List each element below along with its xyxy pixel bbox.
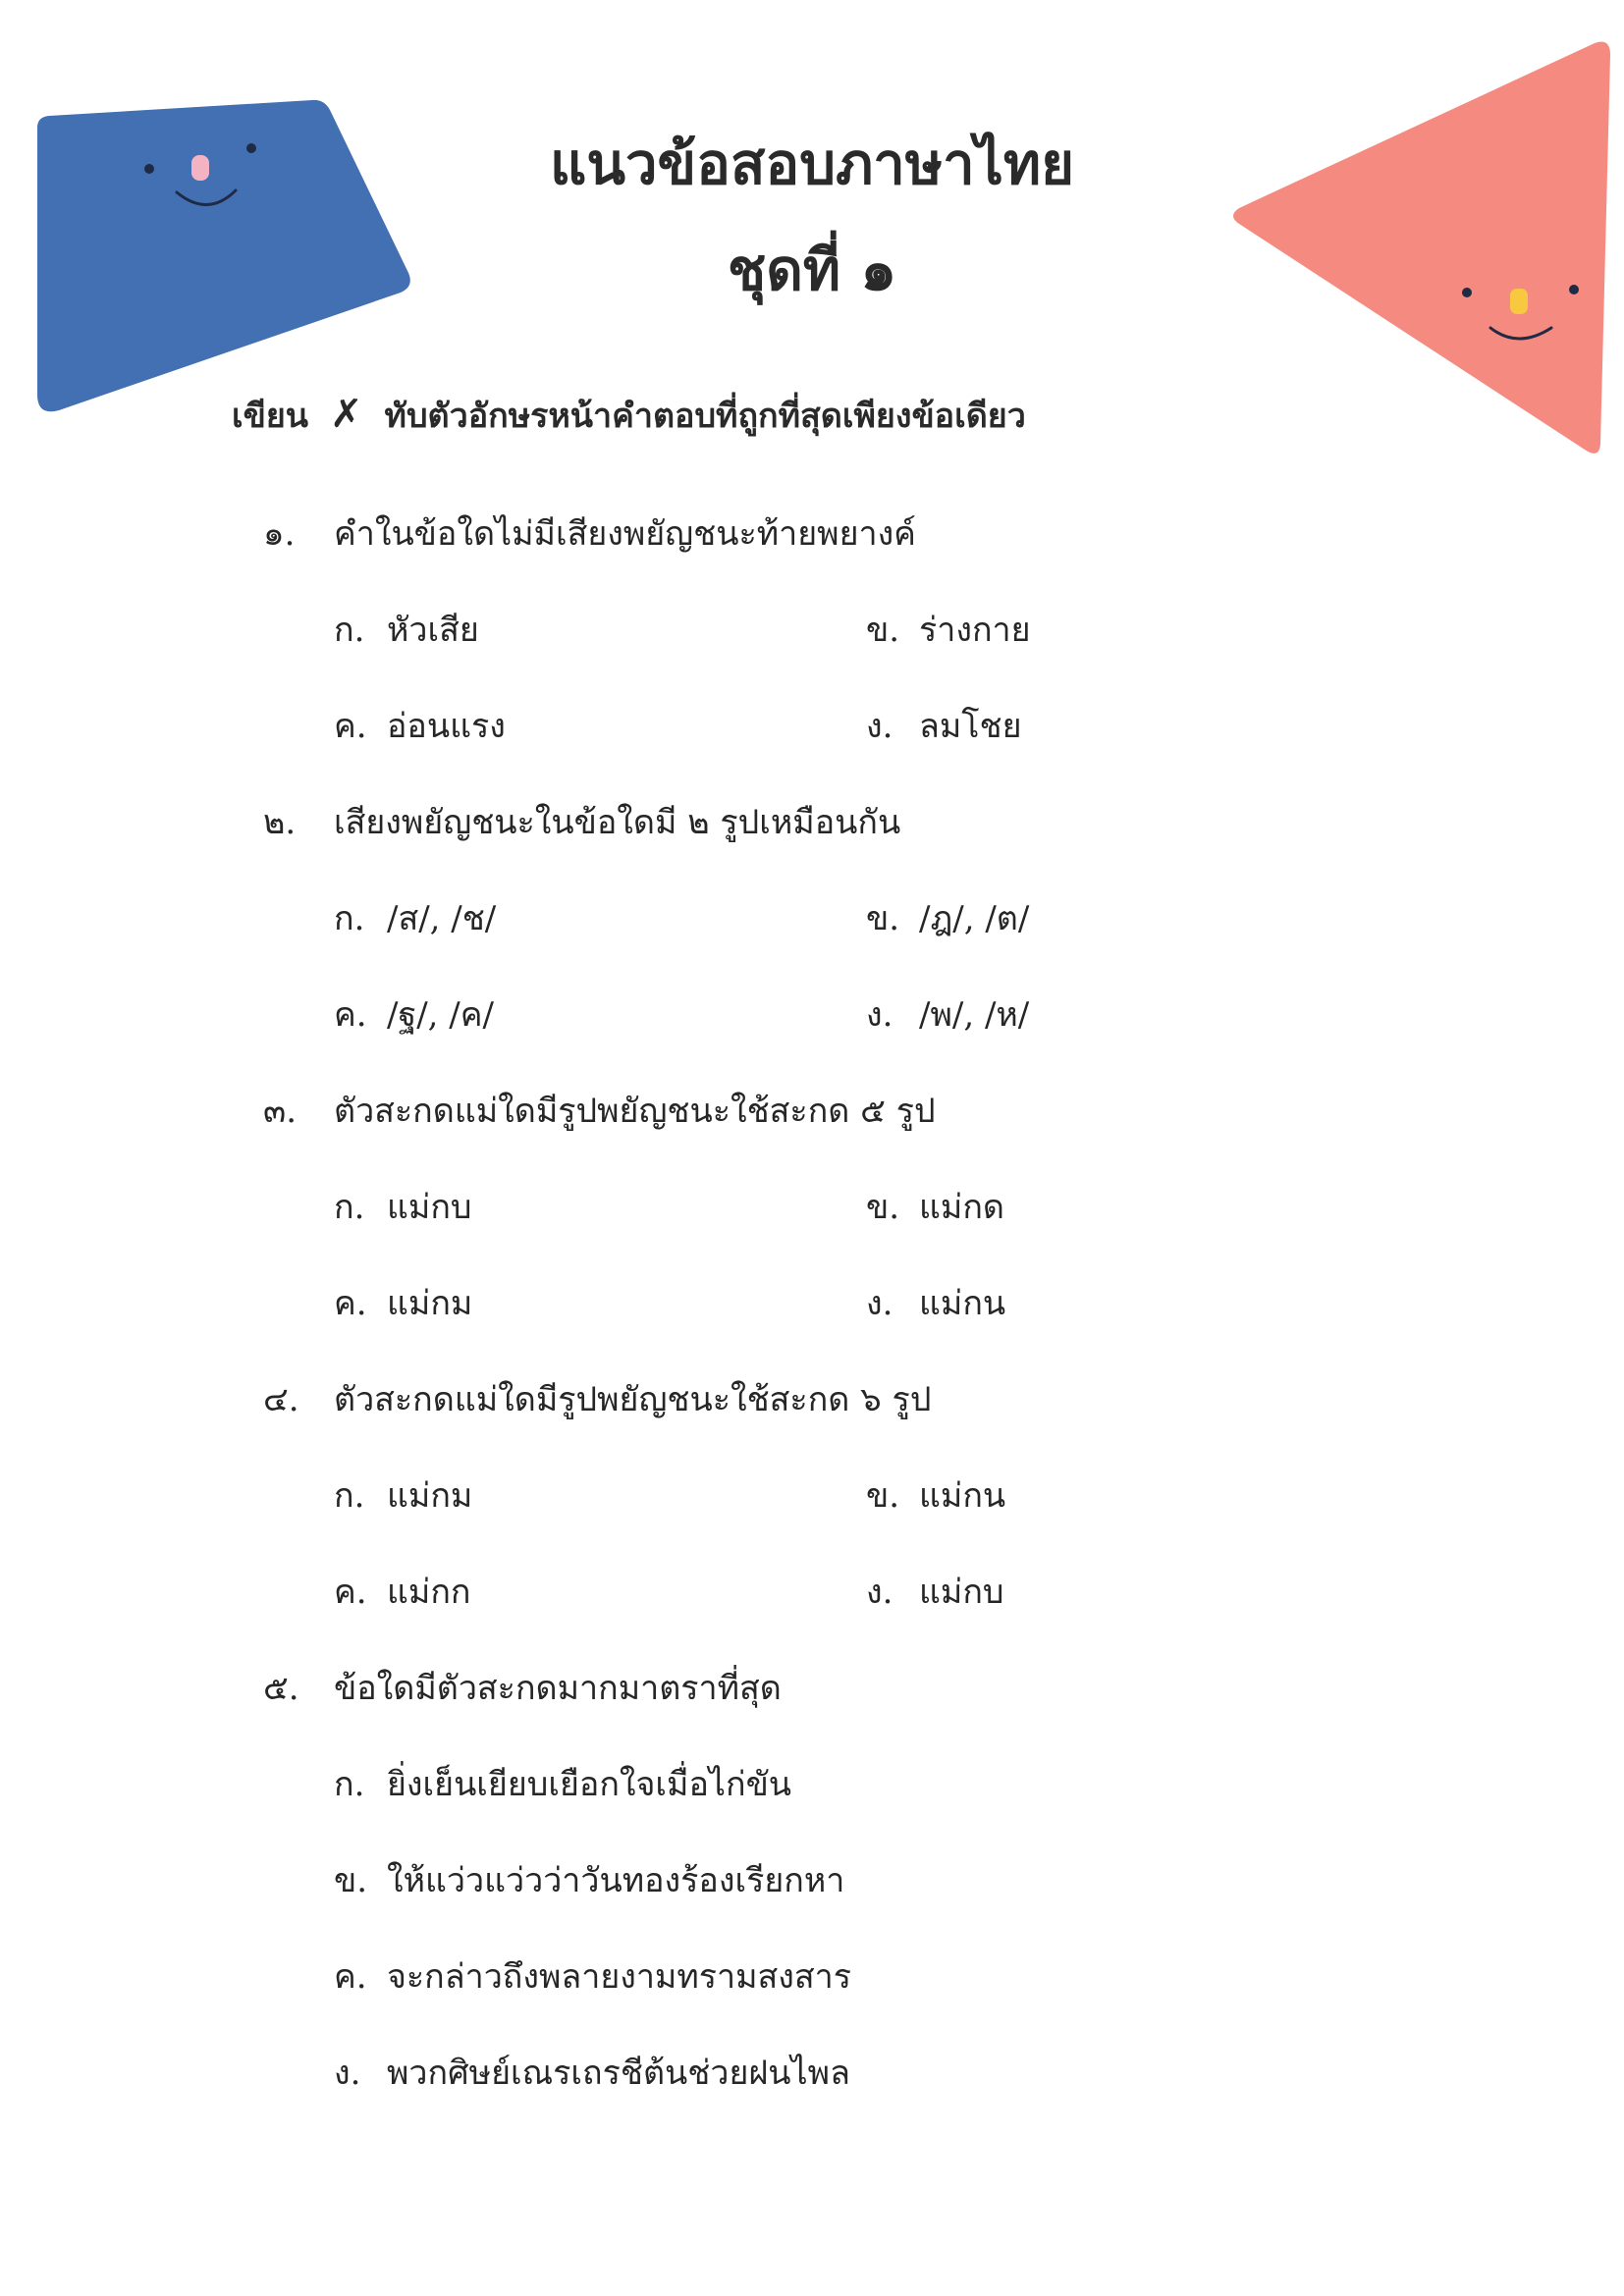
option-kho[interactable] bbox=[866, 899, 1029, 939]
option-text: แม่กม bbox=[387, 1284, 473, 1323]
option-label: ก. bbox=[334, 1765, 365, 1804]
option-label: ข. bbox=[866, 611, 900, 650]
option-text: /ฎ/, /ต/ bbox=[919, 899, 1030, 938]
option-text: จะกล่าวถึงพลายงามทรามสงสาร bbox=[387, 1957, 851, 1997]
instruction-prefix: เขียน bbox=[232, 397, 309, 436]
option-label: ก. bbox=[334, 899, 365, 938]
option-label: ข. bbox=[866, 1476, 900, 1516]
option-label: ค. bbox=[334, 707, 367, 746]
option-ngo[interactable] bbox=[866, 995, 1029, 1036]
option-ka[interactable] bbox=[334, 611, 479, 651]
option-kho[interactable] bbox=[866, 611, 1031, 651]
option-label: ข. bbox=[334, 1861, 368, 1900]
option-kho[interactable] bbox=[866, 1188, 1004, 1228]
option-kho-khwai[interactable] bbox=[334, 1573, 471, 1613]
question-text: เสียงพยัญชนะในข้อใดมี ๒ รูปเหมือนกัน bbox=[334, 803, 901, 842]
option-text: /ฐ/, /ค/ bbox=[387, 995, 494, 1035]
option-label: ก. bbox=[334, 1188, 365, 1227]
page-title: แนวข้อสอบภาษาไทย bbox=[549, 131, 1075, 197]
option-label: ง. bbox=[334, 2054, 361, 2093]
option-kho[interactable] bbox=[866, 1476, 1005, 1517]
option-ngo[interactable] bbox=[866, 1284, 1005, 1324]
option-text: พวกศิษย์เณรเถรชีต้นช่วยฝนไพล bbox=[387, 2054, 850, 2093]
option-kho-khwai[interactable] bbox=[334, 995, 494, 1036]
option-text: แม่กน bbox=[919, 1476, 1006, 1516]
option-label: ค. bbox=[334, 995, 367, 1035]
question-number: ๔. bbox=[263, 1380, 299, 1419]
option-text: แม่กด bbox=[919, 1188, 1004, 1227]
option-text: ลมโชย bbox=[919, 707, 1022, 746]
question-number: ๒. bbox=[263, 803, 297, 842]
option-label: ก. bbox=[334, 1476, 365, 1516]
x-mark-icon: ✗ bbox=[330, 392, 363, 437]
option-label: ค. bbox=[334, 1957, 367, 1997]
option-kho-khwai[interactable] bbox=[334, 1957, 851, 1998]
option-ka[interactable] bbox=[334, 1188, 472, 1228]
option-text: อ่อนแรง bbox=[387, 707, 506, 746]
option-kho-khwai[interactable] bbox=[334, 1284, 472, 1324]
question-text: ตัวสะกดแม่ใดมีรูปพยัญชนะใช้สะกด ๖ รูป bbox=[334, 1380, 932, 1419]
option-text: แม่กน bbox=[919, 1284, 1006, 1323]
option-ngo[interactable] bbox=[866, 1573, 1004, 1613]
page-subtitle: ชุดที่ ๑ bbox=[727, 237, 897, 303]
option-ka[interactable] bbox=[334, 1765, 791, 1805]
option-text: ยิ่งเย็นเยียบเยือกใจเมื่อไก่ขัน bbox=[387, 1765, 792, 1804]
option-text: /พ/, /ห/ bbox=[919, 995, 1030, 1035]
option-kho-khwai[interactable] bbox=[334, 707, 506, 747]
option-text: แม่กบ bbox=[919, 1573, 1004, 1612]
option-label: ง. bbox=[866, 1573, 893, 1612]
option-label: ง. bbox=[866, 707, 893, 746]
option-text: ร่างกาย bbox=[919, 611, 1031, 650]
option-ngo[interactable] bbox=[334, 2054, 850, 2094]
option-text: หัวเสีย bbox=[387, 611, 479, 650]
option-label: ค. bbox=[334, 1284, 367, 1323]
option-label: ก. bbox=[334, 611, 365, 650]
instructions bbox=[232, 389, 1026, 442]
question-number: ๕. bbox=[263, 1669, 299, 1708]
option-ngo[interactable] bbox=[866, 707, 1022, 747]
option-label: ง. bbox=[866, 995, 893, 1035]
option-label: ค. bbox=[334, 1573, 367, 1612]
option-label: ง. bbox=[866, 1284, 893, 1323]
option-ka[interactable] bbox=[334, 1476, 472, 1517]
option-label: ข. bbox=[866, 1188, 900, 1227]
question-text: คำในข้อใดไม่มีเสียงพยัญชนะท้ายพยางค์ bbox=[334, 514, 916, 554]
question-number: ๓. bbox=[263, 1092, 298, 1131]
option-ka[interactable] bbox=[334, 899, 496, 939]
option-label: ข. bbox=[866, 899, 900, 938]
option-text: /ส/, /ช/ bbox=[387, 899, 497, 938]
question-number: ๑. bbox=[263, 514, 296, 554]
question-text: ตัวสะกดแม่ใดมีรูปพยัญชนะใช้สะกด ๕ รูป bbox=[334, 1092, 936, 1131]
option-text: แม่กม bbox=[387, 1476, 473, 1516]
option-text: แม่กบ bbox=[387, 1188, 472, 1227]
question-text: ข้อใดมีตัวสะกดมากมาตราที่สุด bbox=[334, 1669, 782, 1708]
option-kho[interactable] bbox=[334, 1861, 844, 1901]
instruction-text: ทับตัวอักษรหน้าคำตอบที่ถูกที่สุดเพียงข้อเดียว bbox=[384, 397, 1026, 436]
option-text: ให้แว่วแว่วว่าวันทองร้องเรียกหา bbox=[387, 1861, 845, 1900]
option-text: แม่กก bbox=[387, 1573, 471, 1612]
